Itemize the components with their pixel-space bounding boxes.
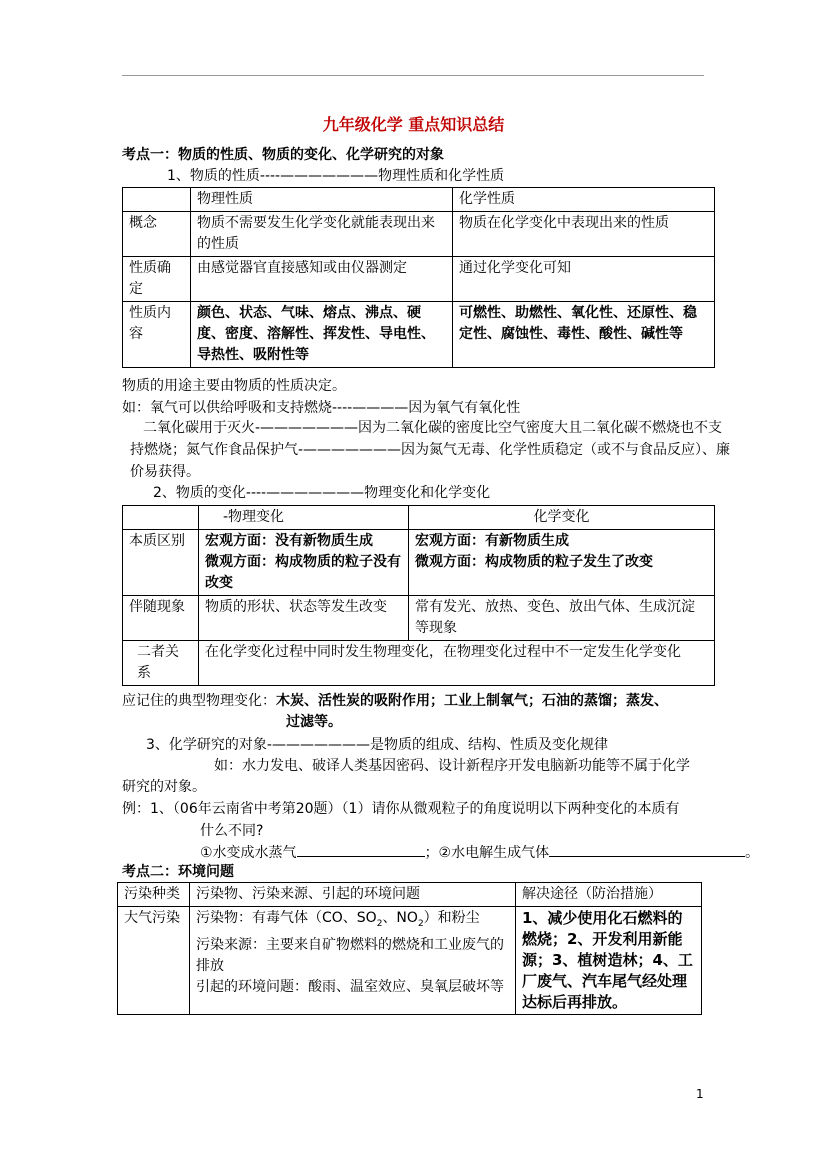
sub3-example-1: 如：水力发电、破译人类基因密码、设计新程序开发电脑新功能等不属于化学 <box>214 758 690 774</box>
environment-table <box>117 882 702 1015</box>
t3-cell-solution: 1、减少使用化石燃料的燃烧；2、开发利用新能源；3、植树造林；4、工厂废气、汽车尾气经处理达标后再排放。 <box>516 907 702 1015</box>
pollutant-sub-2: 2 <box>417 918 424 929</box>
pollutant-line <box>196 908 509 935</box>
example-co2-b: 持燃烧；氮气作食品保护气-———————因为氮气无毒、化学性质稳定（或不与食品反应）、廉 <box>130 442 731 458</box>
t2-row-label: 本质区别 <box>123 530 199 596</box>
t3-header-solution: 解决途径（防治措施） <box>516 883 702 907</box>
t3-header-type: 污染种类 <box>118 883 190 907</box>
typical-changes <box>122 691 668 711</box>
t1-row-label: 性质确定 <box>123 257 191 302</box>
answer-blank-1[interactable] <box>297 842 425 857</box>
exercise-line-2: 什么不同? <box>200 823 264 839</box>
example-co2-a: 二氧化碳用于灭火-———————因为二氧化碳的密度比空气密度大且二氧化碳不燃烧也不支 <box>143 420 723 436</box>
t1-cell: 物质不需要发生化学变化就能表现出来的性质 <box>191 212 453 257</box>
exercise-part-b: ；②水电解生成气体 <box>424 845 550 861</box>
t2-header-empty <box>123 506 199 530</box>
phys-micro: 微观方面：构成物质的粒子没有改变 <box>205 554 401 591</box>
t3-row-label: 大气污染 <box>118 907 190 1015</box>
exercise-part-c: 。 <box>745 845 760 861</box>
source-line: 污染来源：主要来自矿物燃料的燃烧和工业废气的排放 <box>196 936 504 974</box>
t1-cell: 物质在化学变化中表现出来的性质 <box>453 212 715 257</box>
typical-prefix: 应记住的典型物理变化： <box>122 693 276 709</box>
t2-cell: 物质的形状、状态等发生改变 <box>199 596 409 641</box>
typical-list: 木炭、活性炭的吸附作用；工业上制氧气；石油的蒸馏；蒸发、 <box>276 693 668 709</box>
t2-cell-relation: 在化学变化过程中同时发生物理变化，在物理变化过程中不一定发生化学变化 <box>199 641 715 686</box>
changes-table <box>122 505 715 686</box>
sub3-example-2: 研究的对象。 <box>122 779 206 795</box>
use-line: 物质的用途主要由物质的性质决定。 <box>122 378 346 394</box>
sub3-heading: 3、化学研究的对象-———————是物质的组成、结构、性质及变化规律 <box>146 737 608 753</box>
example-oxygen: 如：氧气可以供给呼吸和支持燃烧----————因为氧气有氧化性 <box>122 400 521 416</box>
t1-row-label: 概念 <box>123 212 191 257</box>
properties-table <box>122 187 715 368</box>
t2-cell: 常有发光、放热、变色、放出气体、生成沉淀等现象 <box>409 596 715 641</box>
t3-header-issue: 污染物、污染来源、引起的环境问题 <box>190 883 516 907</box>
t2-cell-chemical-essence <box>409 530 715 596</box>
t2-row-label: 伴随现象 <box>123 596 199 641</box>
exercise-line-1: 例：1、（06年云南省中考第20题）（1）请你从微观粒子的角度说明以下两种变化的本质有 <box>122 801 680 817</box>
t2-header-physical: -物理变化 <box>199 506 409 530</box>
t1-cell: 可燃性、助燃性、氧化性、还原性、稳定性、腐蚀性、毒性、酸性、碱性等 <box>453 302 715 368</box>
t2-cell-physical-essence <box>199 530 409 596</box>
page-title: 九年级化学 重点知识总结 <box>322 115 505 134</box>
typical-list-end: 过滤等。 <box>286 714 342 730</box>
section1-heading: 考点一：物质的性质、物质的变化、化学研究的对象 <box>122 147 444 163</box>
chem-micro: 微观方面：构成物质的粒子发生了改变 <box>415 554 653 570</box>
t2-row-label: 二者关系 <box>123 641 199 686</box>
t1-header-chemical: 化学性质 <box>453 188 715 212</box>
t1-row-label: 性质内容 <box>123 302 191 368</box>
section2-heading: 考点二：环境问题 <box>122 864 234 880</box>
chem-macro: 宏观方面：有新物质生成 <box>415 533 569 549</box>
t1-cell: 颜色、状态、气味、熔点、沸点、硬度、密度、溶解性、挥发性、导电性、导热性、吸附性等 <box>191 302 453 368</box>
example-co2-c: 价易获得。 <box>130 464 200 480</box>
pollutant-sub-1: 2 <box>376 918 383 929</box>
pollutant-prefix: 污染物：有毒气体（CO、SO <box>196 910 377 926</box>
t2-header-chemical: 化学变化 <box>409 506 715 530</box>
pollutant-mid: 、NO <box>382 910 418 926</box>
t1-cell: 由感觉器官直接感知或由仪器测定 <box>191 257 453 302</box>
header-rule <box>122 75 704 76</box>
phys-macro: 宏观方面：没有新物质生成 <box>205 533 373 549</box>
sub1-heading: 1、物质的性质----———————物理性质和化学性质 <box>167 168 505 184</box>
problem-line: 引起的环境问题：酸雨、温室效应、臭氧层破坏等 <box>196 978 504 995</box>
page-number: 1 <box>696 1087 704 1101</box>
t1-header-empty <box>123 188 191 212</box>
exercise-part-a: ①水变成水蒸气 <box>200 845 297 861</box>
t1-cell: 通过化学变化可知 <box>453 257 715 302</box>
exercise-line-3 <box>200 842 759 863</box>
answer-blank-2[interactable] <box>549 842 745 857</box>
t3-cell-issue <box>190 907 516 1015</box>
t1-header-physical: 物理性质 <box>191 188 453 212</box>
sub2-heading: 2、物质的变化----———————物理变化和化学变化 <box>153 485 491 501</box>
pollutant-suffix: ）和粉尘 <box>423 910 480 926</box>
